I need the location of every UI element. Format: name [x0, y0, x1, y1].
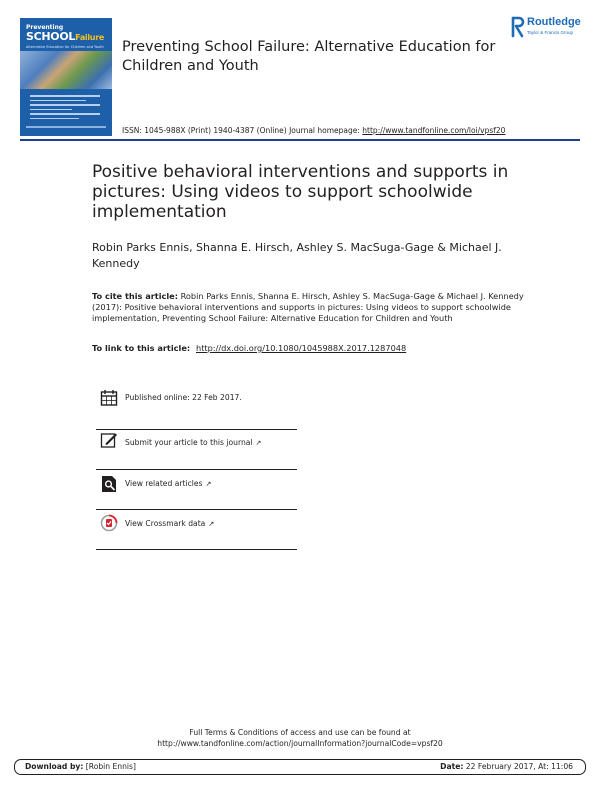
related-articles-text: View related articles [125, 479, 203, 488]
cover-footer-bar [26, 126, 106, 128]
download-date [440, 760, 573, 774]
external-link-icon: ↗ [205, 480, 212, 488]
edit-icon [100, 431, 118, 449]
calendar-icon [100, 389, 118, 407]
citation-text: Robin Parks Ennis, Shanna E. Hirsch, Ashley S. MacSuga-Gage & Michael J. Kennedy (2017): Positive behavioral interventions and supports in pictures: Using videos to support schoolwide implementation, Preventing School Failure: Alternative Education for Children and Youth [92, 291, 524, 323]
downloaded-by-value: [Robin Ennis] [83, 762, 136, 771]
routledge-logo-name: Routledge [527, 16, 581, 28]
routledge-logo-tagline: Taylor & Francis Group [527, 30, 574, 35]
submit-article-label [125, 438, 261, 447]
routledge-logo [511, 16, 591, 42]
downloaded-by [25, 760, 136, 774]
journal-cover-image [20, 18, 112, 136]
article-link-label: To link to this article: [92, 343, 193, 353]
submit-article-row[interactable] [96, 429, 297, 470]
submit-article-text: Submit your article to this journal [125, 438, 253, 447]
header-divider [20, 139, 580, 141]
download-date-label: Date: [440, 762, 464, 771]
crossmark-row[interactable] [96, 509, 297, 550]
terms-line-1: Full Terms & Conditions of access and use can be found at [189, 728, 411, 737]
related-articles-row[interactable] [96, 469, 297, 510]
cover-text-lines [30, 95, 100, 122]
cover-subtitle: Alternative Education for Children and Youth [26, 45, 104, 49]
downloaded-by-label: Download by: [25, 762, 84, 771]
cover-photo [20, 51, 112, 89]
magnifier-icon [100, 475, 118, 493]
terms-note [0, 727, 600, 749]
external-link-icon: ↗ [208, 520, 215, 528]
cover-small-title: Preventing [26, 24, 64, 31]
article-doi-link[interactable]: http://dx.doi.org/10.1080/1045988X.2017.1287048 [196, 343, 407, 353]
published-online-row [96, 389, 297, 430]
download-info-bar [14, 759, 586, 775]
external-link-icon: ↗ [255, 439, 262, 447]
crossmark-icon [100, 514, 118, 532]
journal-title: Preventing School Failure: Alternative Education for Children and Youth [122, 39, 496, 74]
cover-big-title [26, 30, 104, 43]
journal-homepage-link[interactable]: http://www.tandfonline.com/loi/vpsf20 [362, 126, 506, 135]
issn-text: ISSN: 1045-988X (Print) 1940-4387 (Online) Journal homepage: [122, 126, 363, 135]
article-title: Positive behavioral interventions and supports in pictures: Using videos to support schoolwide implementation [92, 162, 509, 222]
download-date-value: 22 February 2017, At: 11:06 [463, 762, 573, 771]
related-articles-label [125, 479, 211, 488]
crossmark-label [125, 519, 214, 528]
published-online-text: Published online: 22 Feb 2017. [125, 393, 242, 402]
article-authors: Robin Parks Ennis, Shanna E. Hirsch, Ashley S. MacSuga-Gage & Michael J. Kennedy [92, 241, 502, 270]
article-link-line [92, 343, 532, 354]
routledge-r-icon [511, 16, 525, 38]
issn-line [122, 126, 505, 135]
cover-big-title-main: SCHOOL [26, 30, 76, 43]
crossmark-text: View Crossmark data [125, 519, 206, 528]
terms-link[interactable]: http://www.tandfonline.com/action/journalInformation?journalCode=vpsf20 [157, 739, 443, 748]
citation-block [92, 291, 532, 324]
citation-label: To cite this article: [92, 291, 178, 301]
cover-big-title-suffix: Failure [75, 33, 104, 42]
